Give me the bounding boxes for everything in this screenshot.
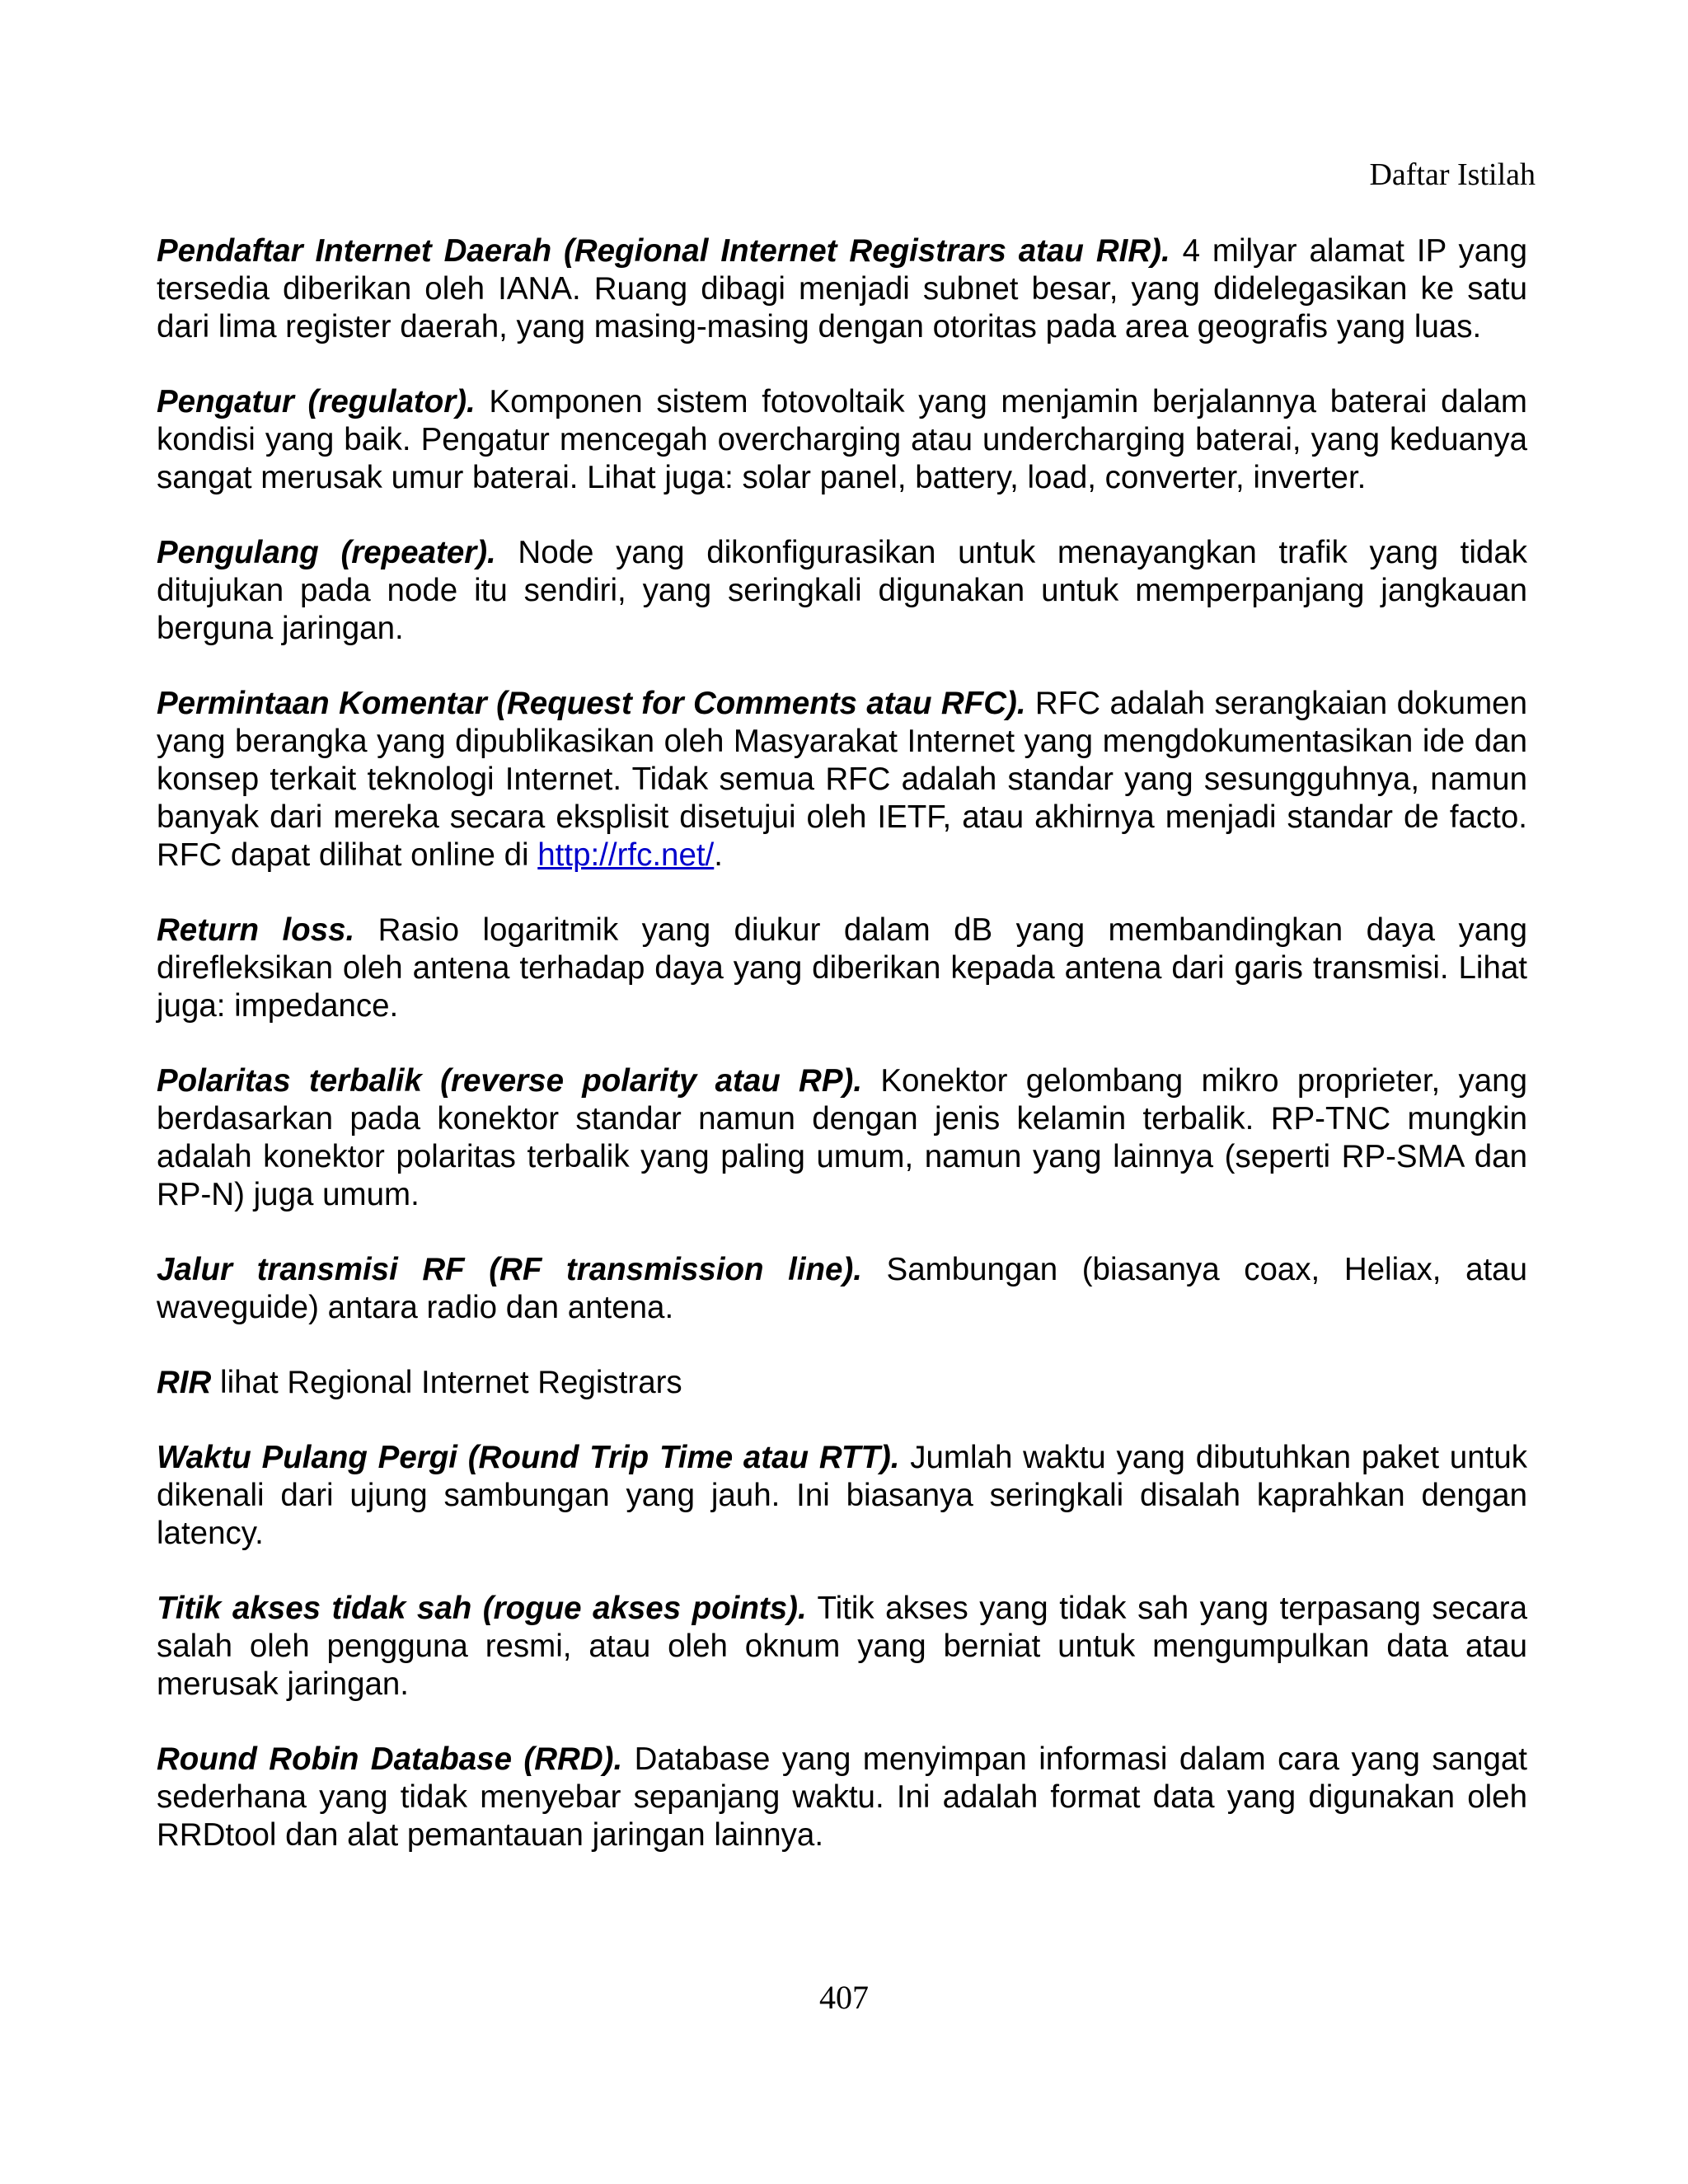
- glossary-entry-rtt: [157, 1439, 1527, 1553]
- entry-term: Waktu Pulang Pergi (Round Trip Time atau RTT).: [157, 1440, 900, 1475]
- glossary-entry-rogue-ap: [157, 1590, 1527, 1704]
- entry-term: Pengatur (regulator).: [157, 384, 476, 419]
- entry-term: Return loss.: [157, 912, 355, 948]
- entry-text: Sambungan (biasanya coax, Heliax, atau waveguide) antara radio dan antena.: [157, 1252, 1527, 1325]
- entry-term: Round Robin Database (RRD).: [157, 1741, 623, 1777]
- glossary-entry-reverse-polarity: [157, 1062, 1527, 1214]
- entry-term: Jalur transmisi RF (RF transmission line).: [157, 1252, 862, 1287]
- entry-text: Jumlah waktu yang dibutuhkan paket untuk dikenali dari ujung sambungan yang jauh. Ini biasanya seringkali disalah kaprahkan dengan latency.: [157, 1440, 1527, 1551]
- glossary-entry-return-loss: [157, 912, 1527, 1025]
- entry-text: Komponen sistem fotovoltaik yang menjamin berjalannya baterai dalam kondisi yang baik. Pengatur mencegah overcharging atau undercharging baterai, yang keduanya sangat merusak umur baterai. Lihat juga: solar panel, battery, load, converter, inverter.: [157, 384, 1527, 495]
- entry-term: Polaritas terbalik (reverse polarity atau RP).: [157, 1063, 863, 1099]
- entry-text: RFC adalah serangkaian dokumen yang berangka yang dipublikasikan oleh Masyarakat Internet yang mengdokumentasikan ide dan konsep terkait teknologi Internet. Tidak semua RFC adalah standar yang sesungguhnya, namun banyak dari mereka secara eksplisit disetujui oleh IETF, atau akhirnya menjadi standar de facto. RFC dapat dilihat online di: [157, 686, 1527, 873]
- entry-text-after: .: [714, 837, 723, 873]
- entry-term: Pengulang (repeater).: [157, 535, 496, 570]
- glossary-entry-rf-transmission-line: [157, 1251, 1527, 1327]
- glossary-entry-rfc: [157, 685, 1527, 874]
- rfc-link[interactable]: http://rfc.net/: [537, 837, 715, 873]
- entry-text: Titik akses yang tidak sah yang terpasang secara salah oleh pengguna resmi, atau oleh oknum yang berniat untuk mengumpulkan data atau merusak jaringan.: [157, 1591, 1527, 1702]
- entry-term: Titik akses tidak sah (rogue akses points).: [157, 1591, 807, 1626]
- glossary-entry-rrd: [157, 1741, 1527, 1854]
- glossary-content: [157, 232, 1527, 1891]
- glossary-entry-regulator: [157, 383, 1527, 497]
- entry-term: RIR: [157, 1365, 212, 1400]
- glossary-entry-repeater: [157, 534, 1527, 648]
- entry-term: Permintaan Komentar (Request for Comments atau RFC).: [157, 686, 1026, 721]
- glossary-entry-rir-regional: [157, 232, 1527, 346]
- entry-text: 4 milyar alamat IP yang tersedia diberikan oleh IANA. Ruang dibagi menjadi subnet besar, yang didelegasikan ke satu dari lima register daerah, yang masing-masing dengan otoritas pada area geografis yang luas.: [157, 233, 1527, 344]
- entry-text: Konektor gelombang mikro proprieter, yang berdasarkan pada konektor standar namun dengan jenis kelamin terbalik. RP-TNC mungkin adalah konektor polaritas terbalik yang paling umum, namun yang lainnya (seperti RP-SMA dan RP-N) juga umum.: [157, 1063, 1527, 1212]
- entry-text: lihat Regional Internet Registrars: [211, 1365, 682, 1400]
- page-header: Daftar Istilah: [1369, 157, 1536, 192]
- entry-text: Node yang dikonfigurasikan untuk menayangkan trafik yang tidak ditujukan pada node itu sendiri, yang seringkali digunakan untuk memperpanjang jangkauan berguna jaringan.: [157, 535, 1527, 646]
- entry-term: Pendaftar Internet Daerah (Regional Internet Registrars atau RIR).: [157, 233, 1170, 269]
- entry-text: Rasio logaritmik yang diukur dalam dB yang membandingkan daya yang direfleksikan oleh antena terhadap daya yang diberikan kepada antena dari garis transmisi. Lihat juga: impedance.: [157, 912, 1527, 1024]
- entry-text: Database yang menyimpan informasi dalam cara yang sangat sederhana yang tidak menyebar sepanjang waktu. Ini adalah format data yang digunakan oleh RRDtool dan alat pemantauan jaringan lainnya.: [157, 1741, 1527, 1853]
- page-number: 407: [819, 1979, 869, 2016]
- glossary-entry-rir: [157, 1364, 1527, 1402]
